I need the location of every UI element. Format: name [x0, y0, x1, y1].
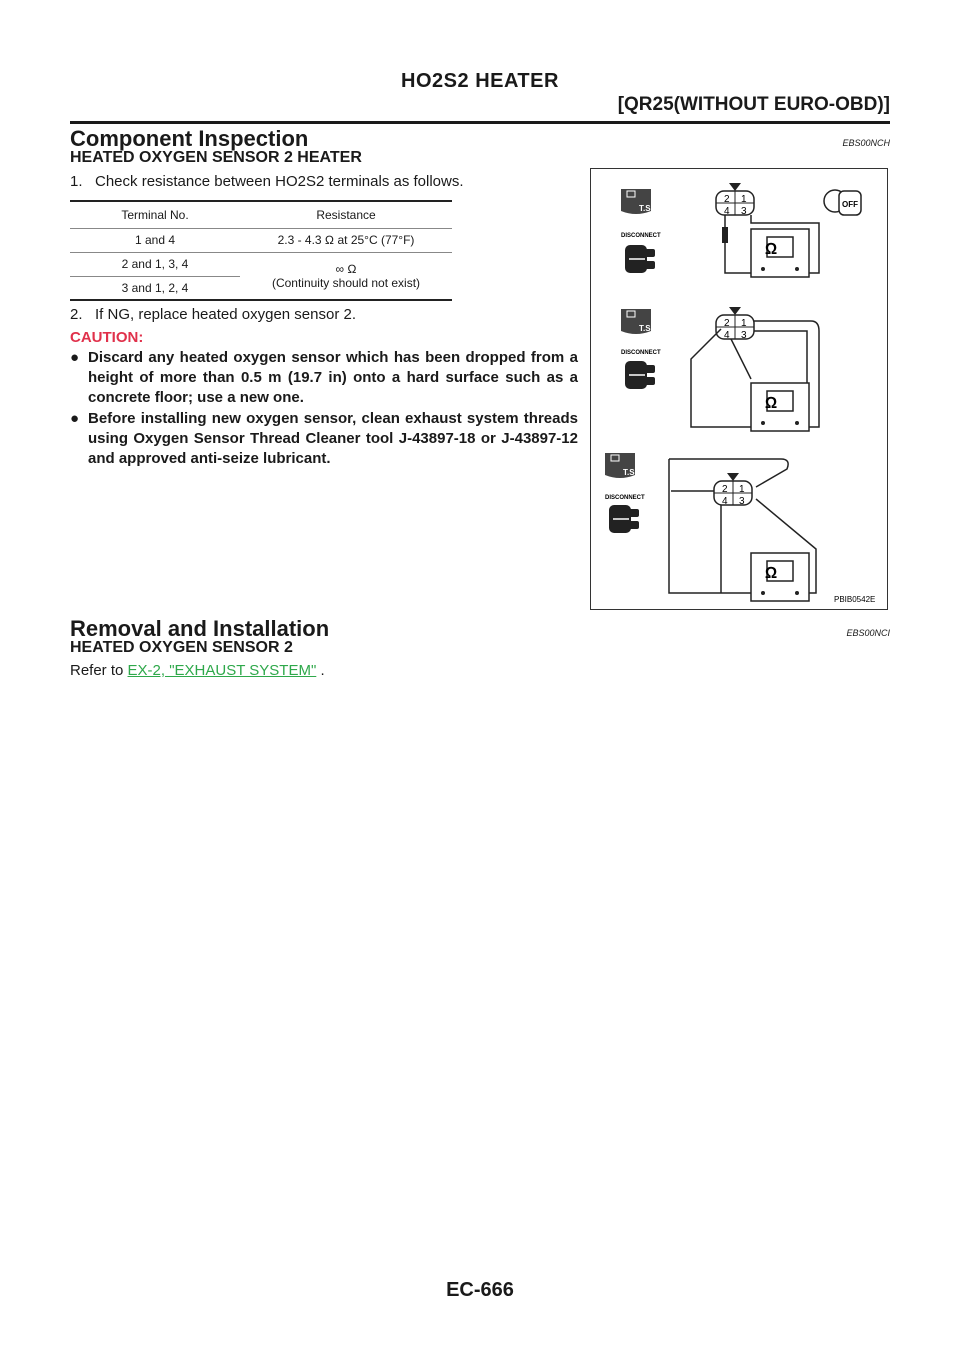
header-rule: [70, 121, 890, 124]
pin-label: 2: [724, 318, 730, 329]
continuity-note: (Continuity should not exist): [271, 275, 421, 290]
diagram-panel-2: [621, 307, 819, 431]
section-ref-code: EBS00NCH: [842, 138, 890, 148]
pin-label: 2: [724, 194, 730, 205]
ohm-symbol: Ω: [765, 241, 778, 258]
pin-label: 3: [739, 496, 745, 507]
ts-label: T.S.: [623, 468, 637, 477]
pin-label: 4: [724, 206, 730, 217]
refer-text: [70, 662, 325, 679]
page-header-subtitle: [QR25(WITHOUT EURO-OBD)]: [617, 94, 890, 115]
off-label: OFF: [842, 200, 858, 209]
table-row: [70, 228, 452, 252]
caution-bullet: [70, 348, 578, 408]
table-row: [70, 252, 452, 276]
table-header-terminal: Terminal No.: [121, 207, 189, 222]
page-number: EC-666: [446, 1279, 514, 1301]
subsection-title-heater: HEATED OXYGEN SENSOR 2 HEATER: [70, 149, 362, 166]
pin-label: 2: [722, 484, 728, 495]
bullet-dot-icon: ●: [70, 349, 80, 366]
ts-label: T.S.: [639, 324, 653, 333]
inspection-figure: [590, 168, 888, 610]
subsection-title-sensor-2: HEATED OXYGEN SENSOR 2: [70, 639, 293, 656]
caution-bullet: [70, 409, 578, 469]
section-ref-code: EBS00NCI: [846, 628, 890, 638]
section-title-component-inspection: Component Inspection: [70, 126, 309, 151]
pin-label: 4: [722, 496, 728, 507]
ts-label: T.S.: [639, 204, 653, 213]
pin-label: 4: [724, 330, 730, 341]
refer-suffix: .: [316, 662, 325, 679]
pin-label: 1: [741, 318, 747, 329]
section-title-removal-installation: Removal and Installation: [70, 616, 330, 641]
table-cell-terminal: 1 and 4: [134, 233, 176, 247]
figure-caption: PBIB0542E: [834, 595, 876, 604]
pin-label: 3: [741, 330, 747, 341]
diagram-panel-3: [605, 453, 816, 601]
disconnect-label: DISCONNECT: [605, 495, 645, 501]
ohm-symbol: Ω: [765, 395, 778, 412]
table-header-resistance: Resistance: [316, 207, 376, 222]
table-cell-resistance: 2.3 - 4.3 Ω at 25°C (77°F): [277, 233, 415, 247]
step-1-text: 1. Check resistance between HO2S2 terminals as follows.: [70, 173, 464, 190]
refer-prefix: Refer to: [70, 662, 128, 679]
table-cell-resistance-merged: [240, 252, 452, 300]
disconnect-label: DISCONNECT: [621, 350, 661, 356]
bullet-dot-icon: ●: [70, 410, 80, 427]
page-header-title: HO2S2 HEATER: [401, 70, 559, 92]
caution-bullet-text: Before installing new oxygen sensor, clean exhaust system threads using Oxygen Sensor Thread Cleaner tool J-43897-18 or J-43897-12 and approved anti-seize lubricant.: [88, 410, 578, 467]
continuity-test-diagram: [591, 169, 887, 609]
ignition-key-off-icon: [824, 190, 861, 215]
caution-label: CAUTION:: [70, 329, 144, 346]
exhaust-system-link[interactable]: EX-2, "EXHAUST SYSTEM": [127, 662, 317, 679]
caution-bullet-text: Discard any heated oxygen sensor which has been dropped from a height of more than 0.5 m (19.7 in) onto a hard surface such as a concrete floor; use a new one.: [88, 349, 578, 406]
resistance-table: [70, 200, 452, 301]
pin-label: 3: [741, 206, 747, 217]
table-cell-terminal: 2 and 1, 3, 4: [121, 257, 189, 271]
table-cell-terminal: 3 and 1, 2, 4: [121, 280, 189, 295]
pin-label: 1: [739, 484, 745, 495]
pin-label: 1: [741, 194, 747, 205]
disconnect-label: DISCONNECT: [621, 233, 661, 239]
ohm-symbol: Ω: [765, 565, 778, 582]
infinity-ohm-value: ∞ Ω: [335, 261, 357, 276]
step-2-text: 2. If NG, replace heated oxygen sensor 2.: [70, 306, 356, 323]
diagram-panel-1: [621, 183, 861, 277]
